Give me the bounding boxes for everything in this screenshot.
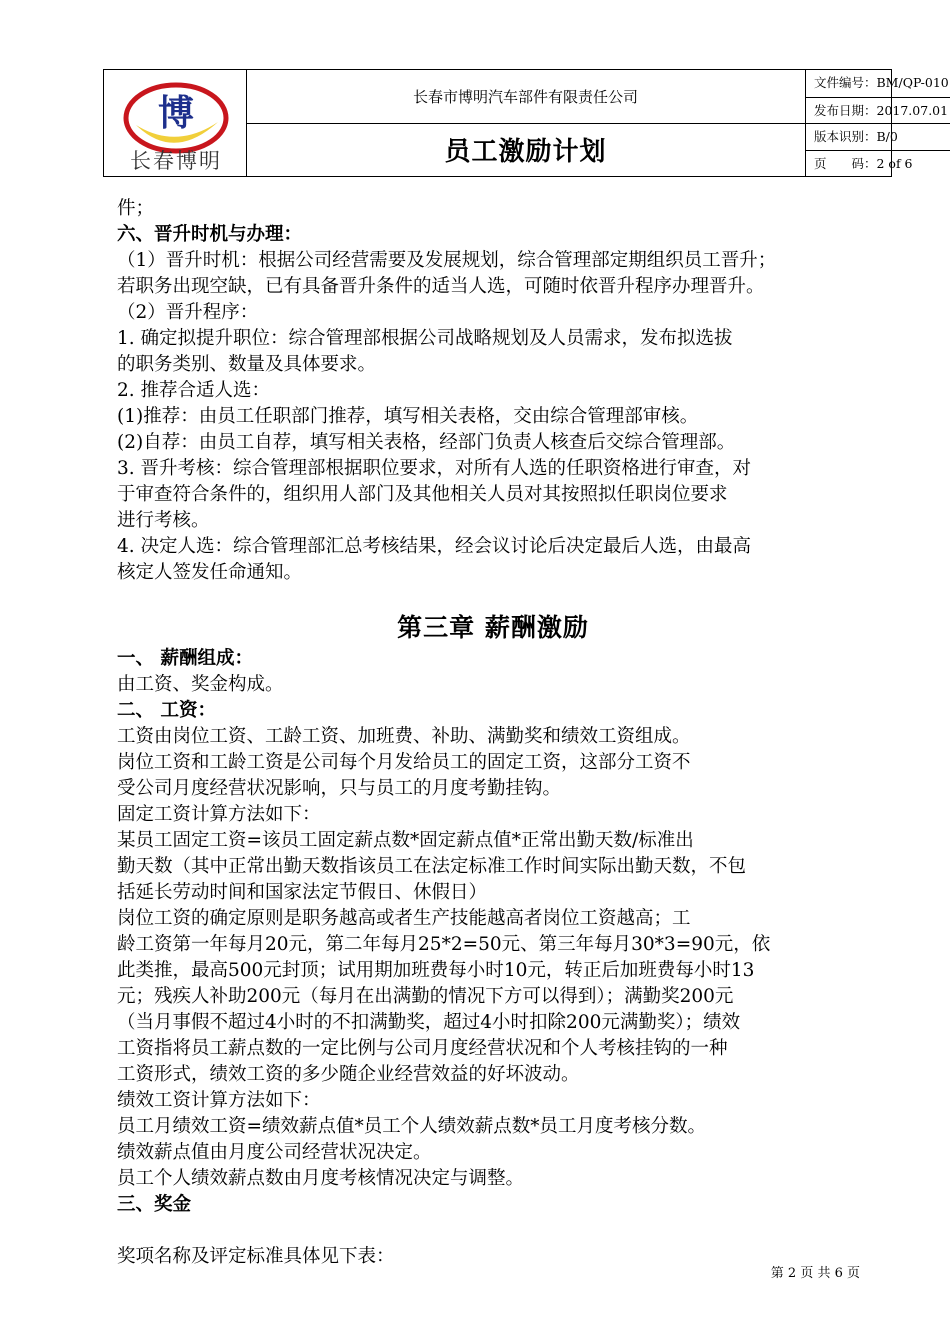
text-line: 奖项名称及评定标准具体见下表： (117, 1246, 395, 1267)
text-line: 绩效薪点值由月度公司经营状况决定。 (117, 1142, 432, 1163)
text-line: 绩效工资计算方法如下： (117, 1090, 321, 1111)
section-heading: 六、晋升时机与办理： (117, 224, 303, 245)
text-line: 工资由岗位工资、工龄工资、加班费、补助、满勤奖和绩效工资组成。 (117, 726, 691, 747)
text-line: 勤天数（其中正常出勤天数指该员工在法定标准工作时间实际出勤天数，不包 (117, 856, 747, 877)
text-line: 核定人签发任命通知。 (117, 562, 303, 583)
text-line: 由工资、奖金构成。 (117, 674, 284, 695)
text-line: 元；残疾人补助200元（每月在出满勤的情况下方可以得到）；满勤奖200元 (117, 986, 734, 1007)
meta-file-number: 文件编号：BM/QP-010 (814, 75, 949, 90)
company-name: 长春市博明汽车部件有限责任公司 (246, 70, 805, 124)
text-line: 固定工资计算方法如下： (117, 804, 321, 825)
blank-line (117, 1218, 867, 1244)
text-line: 若职务出现空缺，已有具备晋升条件的适当人选，可随时依晋升程序办理晋升。 (117, 276, 765, 297)
text-line: 工资指将员工薪点数的一定比例与公司月度经营状况和个人考核挂钩的一种 (117, 1038, 728, 1059)
text-line: 岗位工资的确定原则是职务越高或者生产技能越高者岗位工资越高；工 (117, 908, 691, 929)
text-line: 员工个人绩效薪点数由月度考核情况决定与调整。 (117, 1168, 525, 1189)
document-title: 员工激励计划 (444, 137, 607, 167)
chapter-title: 第三章 薪酬激励 (397, 613, 589, 642)
meta-release-date: 发布日期：2017.07.01 (806, 97, 950, 124)
text-line: 2. 推荐合适人选： (117, 380, 271, 401)
text-line: 4. 决定人选：综合管理部汇总考核结果，经会议讨论后决定最后人选，由最高 (117, 536, 752, 557)
text-line: 件； (117, 198, 155, 219)
text-line: (2)自荐：由员工自荐，填写相关表格，经部门负责人核查后交综合管理部。 (117, 432, 736, 453)
text-line: 括延长劳动时间和国家法定节假日、休假日） (117, 882, 488, 903)
text-line: 于审查符合条件的，组织用人部门及其他相关人员对其按照拟任职岗位要求 (117, 484, 728, 505)
meta-version: 版本识别：B/0 (806, 123, 950, 150)
text-line: （2）晋升程序： (117, 302, 259, 323)
text-line: （1）晋升时机：根据公司经营需要及发展规划，综合管理部定期组织员工晋升； (117, 250, 777, 271)
section-heading: 一、 薪酬组成： (117, 648, 253, 669)
text-line: 3. 晋升考核：综合管理部根据职位要求，对所有人选的任职资格进行审查，对 (117, 458, 752, 479)
text-line: 龄工资第一年每月20元，第二年每月25*2=50元、第三年每月30*3=90元，依 (117, 934, 771, 955)
body-top (117, 196, 867, 586)
document-header (103, 69, 949, 177)
body-bottom (117, 646, 867, 1270)
company-logo (104, 70, 247, 176)
text-line: 岗位工资和工龄工资是公司每个月发给员工的固定工资，这部分工资不 (117, 752, 691, 773)
svg-text:博: 博 (157, 92, 195, 134)
meta-page: 页 码：2 of 6 (806, 150, 950, 177)
section-heading: 三、奖金 (117, 1194, 192, 1215)
text-line: 工资形式，绩效工资的多少随企业经营效益的好坏波动。 (117, 1064, 580, 1085)
text-line: 员工月绩效工资=绩效薪点值*员工个人绩效薪点数*员工月度考核分数。 (117, 1116, 707, 1137)
text-line: 受公司月度经营状况影响，只与员工的月度考勤挂钩。 (117, 778, 562, 799)
text-line: 某员工固定工资=该员工固定薪点数*固定薪点值*正常出勤天数/标准出 (117, 830, 694, 851)
document-meta (805, 70, 949, 176)
text-line: 进行考核。 (117, 510, 210, 531)
section-heading: 二、 工资： (117, 700, 216, 721)
text-line: （当月事假不超过4小时的不扣满勤奖，超过4小时扣除200元满勤奖）；绩效 (117, 1012, 741, 1033)
text-line: 1. 确定拟提升职位：综合管理部根据公司战略规划及人员需求，发布拟选拔 (117, 328, 733, 349)
svg-text:长春博明: 长春博明 (130, 149, 222, 173)
text-line: 的职务类别、数量及具体要求。 (117, 354, 377, 375)
page-footer: 第 2 页 共 6 页 (770, 1266, 860, 1281)
text-line: (1)推荐：由员工任职部门推荐，填写相关表格，交由综合管理部审核。 (117, 406, 699, 427)
text-line: 此类推，最高500元封顶；试用期加班费每小时10元，转正后加班费每小时13 (117, 960, 755, 981)
